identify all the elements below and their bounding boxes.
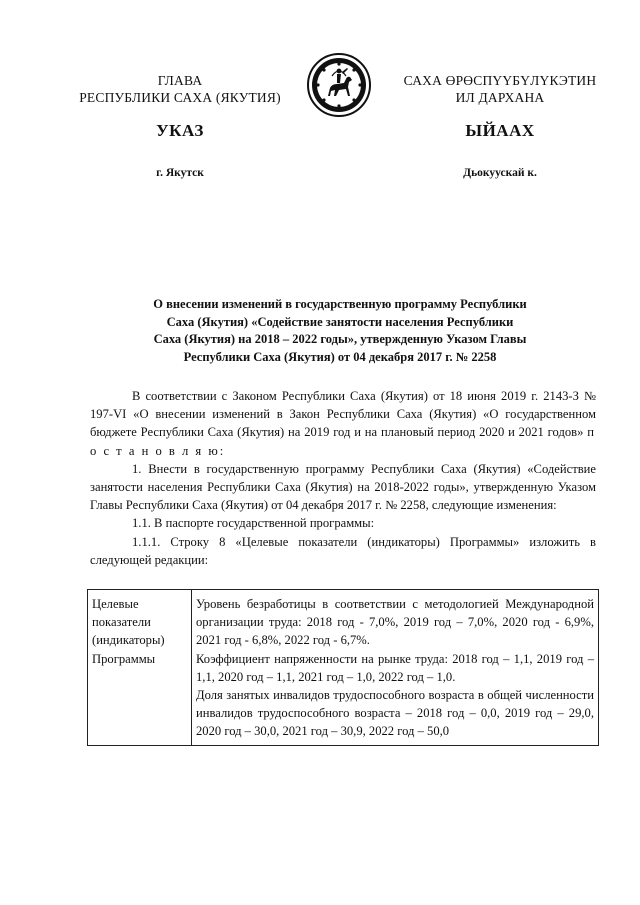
doc-type-ru: УКАЗ <box>156 121 204 140</box>
issuer-sah <box>392 72 608 106</box>
indicator-paragraph: Доля занятых инвалидов трудоспособного возраста в общей численности инвалидов трудоспособного возраста – 2018 год – 0,0, 2019 год – 29,0, 2020 год – 30,0, 2021 год – 30,9, 2022 год – 50,0 <box>196 688 594 739</box>
issuer-ru-line1: ГЛАВА <box>157 73 203 88</box>
indicators-label-cell: Целевые показатели (индикаторы) Программы <box>88 590 192 746</box>
item-1-1-1: 1.1.1. Строку 8 «Целевые показатели (индикаторы) Программы» изложить в следующей редакции: <box>90 534 596 567</box>
doc-type-sah: ЫЙААХ <box>465 121 535 140</box>
indicator-paragraph: Коэффициент напряженности на рынке труда: 2018 год – 1,1, 2019 год – 1,1, 2020 год – 1,1, 2021 год – 1,0, 2022 год – 1,0. <box>196 651 594 684</box>
item-1: 1. Внести в государственную программу Республики Саха (Якутия) «Содействие занятости населения Республики Саха (Якутия) на 2018-2022 годы», утвержденную Указом Главы Республики Саха (Якутия) от 04 декабря 2017 г. № 2258, следующие изменения: <box>90 461 596 513</box>
title-line: Саха (Якутия) на 2018 – 2022 годы», утвержденную Указом Главы <box>153 332 527 346</box>
city-ru: г. Якутск <box>156 167 204 179</box>
issuer-ru-line2: РЕСПУБЛИКИ САХА (ЯКУТИЯ) <box>79 90 281 105</box>
issuer-sah-line1: САХА ӨРӨСПҮҮБҮЛҮКЭТИН <box>403 73 597 88</box>
table-row <box>88 590 599 746</box>
city-sah: Дьокуускай к. <box>463 167 537 179</box>
preamble-paragraph <box>90 387 596 460</box>
title-line: Саха (Якутия) «Содействие занятости населения Республики <box>166 314 514 329</box>
issuer-ru <box>72 72 288 106</box>
indicator-paragraph: Уровень безработицы в соответствии с методологией Международной организации труда: 2018 год - 7,0%, 2019 год – 7,0%, 2020 год - 6,9%, 2021 год - 6,8%, 2022 год - 6,7%. <box>196 597 594 648</box>
item-1-1: 1.1. В паспорте государственной программы: <box>132 516 375 531</box>
indicators-table <box>87 589 599 746</box>
title-line: Республики Саха (Якутия) от 04 декабря 2017 г. № 2258 <box>183 349 497 364</box>
issuer-sah-line2: ИЛ ДАРХАНА <box>455 90 545 105</box>
document-title <box>92 296 588 366</box>
preamble-text: В соответствии с Законом Республики Саха (Якутия) от 18 июня 2019 г. 2143-З № 197-VI «О внесении изменений в Закон Республики Саха (Якутия) «О государственном бюджете Республики Саха (Якутия) на 2019 год и на плановый период 2020 и 2021 годов» <box>90 389 596 440</box>
document-body <box>90 387 596 569</box>
sakha-emblem-icon <box>306 52 372 118</box>
decree-word: п о с т а н о в л я ю: <box>90 425 596 458</box>
title-line: О внесении изменений в государственную программу Республики <box>153 297 527 311</box>
indicators-value-cell <box>192 590 599 746</box>
